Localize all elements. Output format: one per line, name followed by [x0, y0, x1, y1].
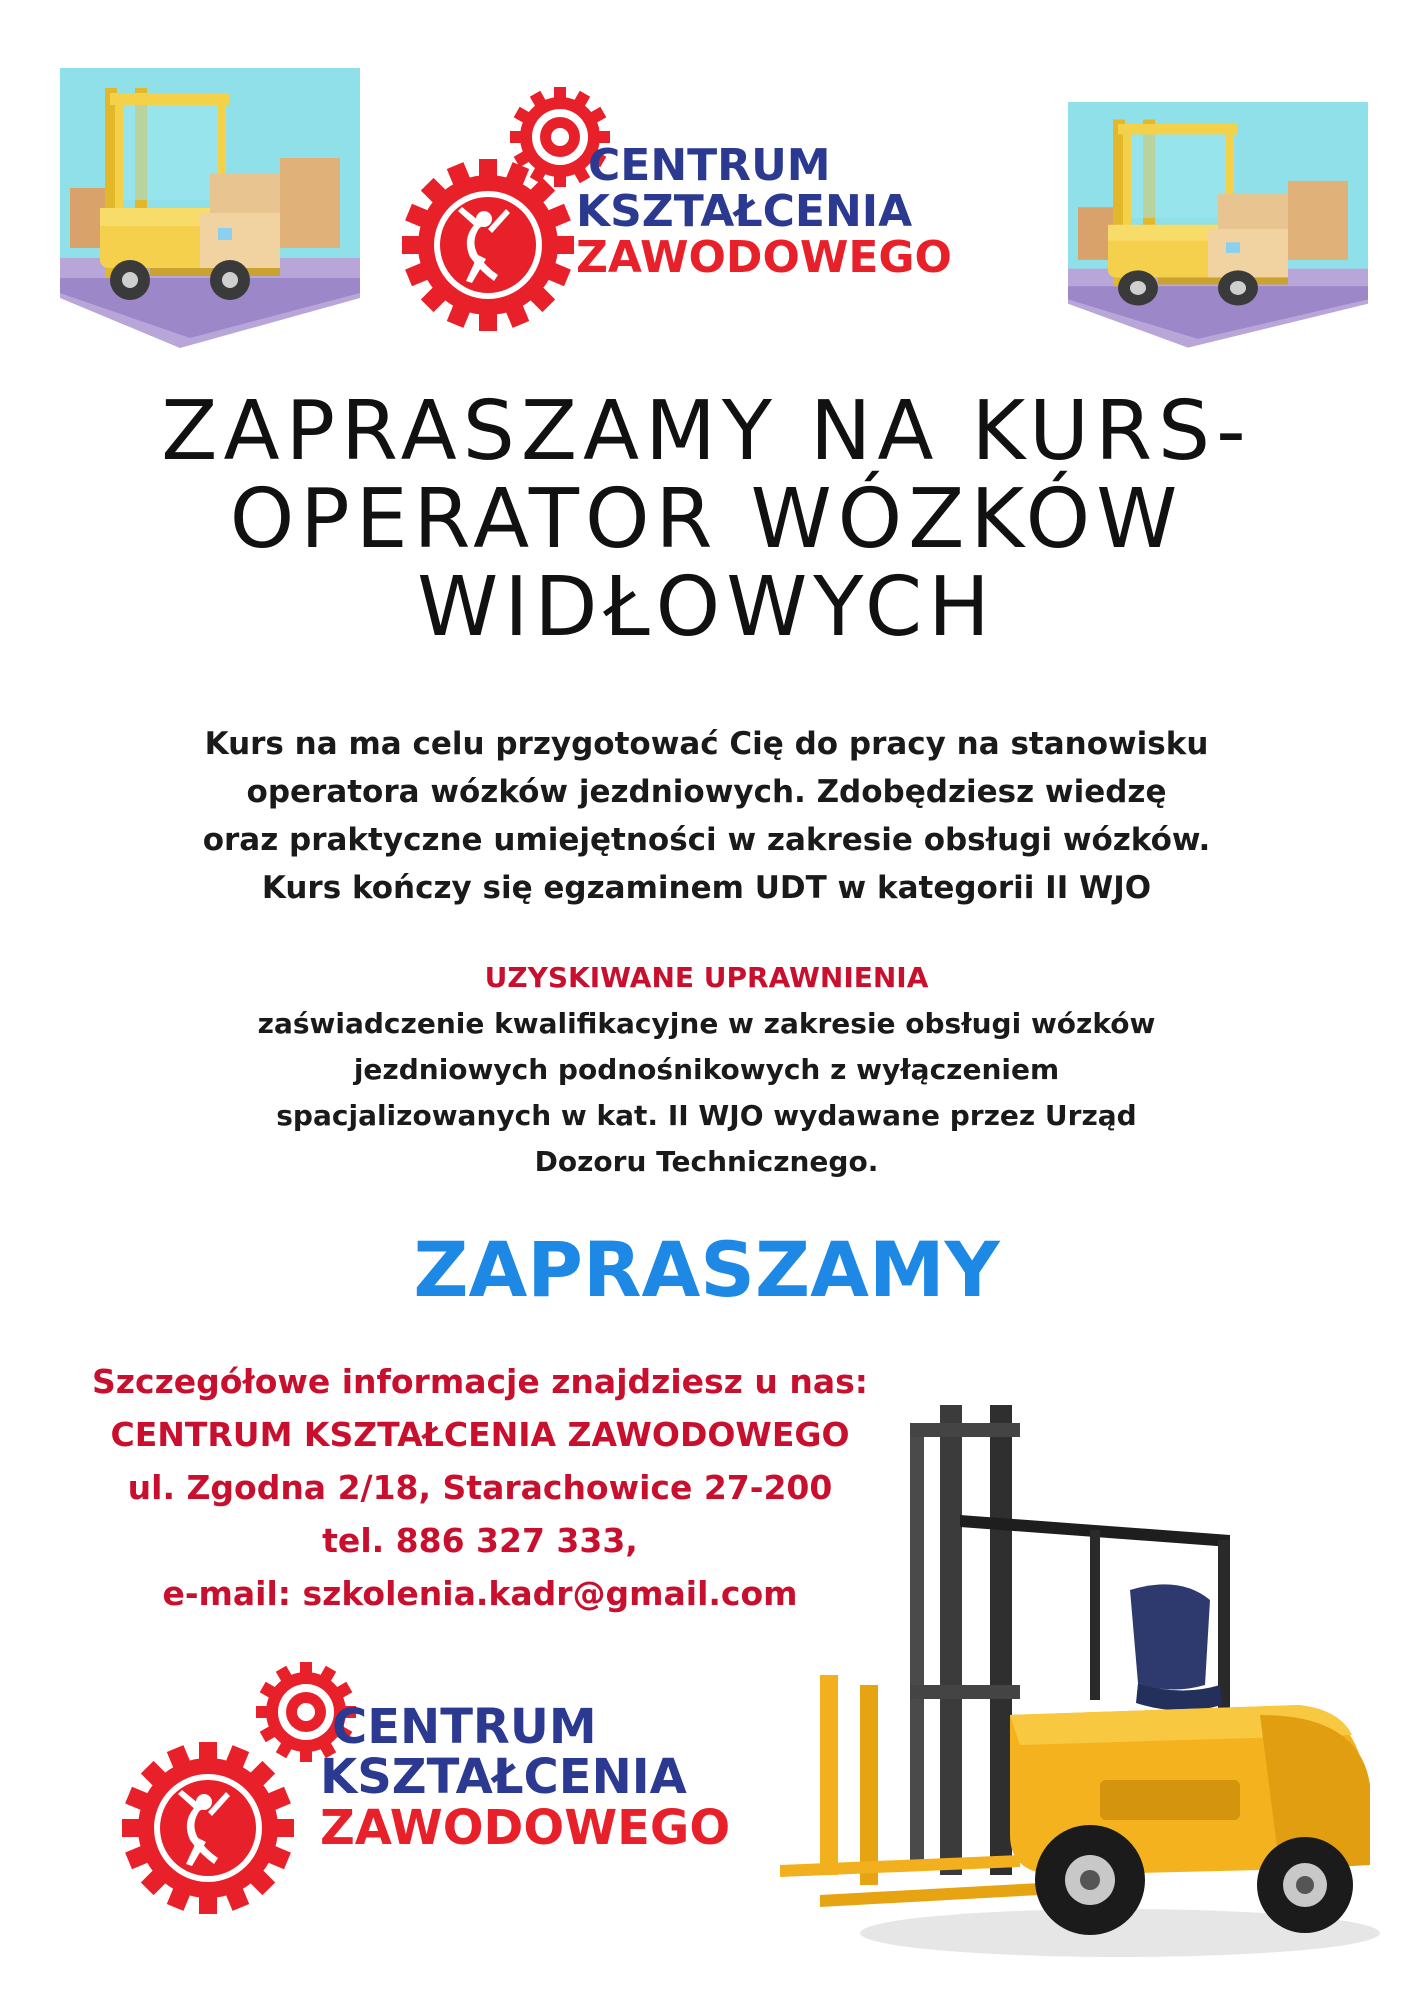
logo-line-zawodowego: ZAWODOWEGO [320, 1799, 731, 1856]
qualifications-heading: UZYSKIWANE UPRAWNIENIA [484, 961, 929, 994]
header-illustration-right [1068, 102, 1368, 352]
contact-company: CENTRUM KSZTAŁCENIA ZAWODOWEGO [110, 1415, 850, 1454]
invite-heading: ZAPRASZAMY [413, 1225, 1000, 1314]
description-line: operatora wózków jezdniowych. Zdobędziesz wiedzę [246, 774, 1167, 810]
qualifications-line: jezdniowych podnośnikowych z wyłączeniem [353, 1053, 1060, 1086]
contact-email: e-mail: szkolenia.kadr@gmail.com [162, 1574, 798, 1613]
logo-line-zawodowego: ZAWODOWEGO [576, 232, 952, 284]
forklift-illustration-icon [1068, 102, 1368, 352]
forklift-photo-icon [760, 1385, 1380, 1965]
logo-text [320, 1699, 731, 1856]
qualifications-line: zaświadczenie kwalifikacyjne w zakresie obsługi wózków [257, 1007, 1156, 1040]
contact-address: ul. Zgodna 2/18, Starachowice 27-200 [127, 1468, 833, 1507]
logo-text [576, 140, 952, 284]
footer-logo [110, 1650, 750, 1920]
forklift-illustration-icon [60, 68, 360, 353]
logo-line-ksztalcenia: KSZTAŁCENIA [576, 186, 913, 238]
qualifications-section [80, 955, 1333, 1185]
logo-line-centrum: CENTRUM [588, 140, 831, 191]
logo-line-centrum: CENTRUM [332, 1699, 597, 1755]
logo-line-ksztalcenia: KSZTAŁCENIA [320, 1749, 687, 1806]
description-line: Kurs na ma celu przygotować Cię do pracy na stanowisku [204, 726, 1209, 762]
course-description [80, 720, 1333, 912]
title-line-2: OPERATOR WÓZKÓW [229, 472, 1184, 567]
header-illustration-left [60, 68, 360, 353]
contact-intro: Szczegółowe informacje znajdziesz u nas: [92, 1362, 868, 1401]
page-title [60, 384, 1353, 655]
description-line: oraz praktyczne umiejętności w zakresie obsługi wózków. [202, 822, 1211, 858]
contact-phone: tel. 886 327 333, [322, 1521, 638, 1560]
qualifications-line: spacjalizowanych w kat. II WJO wydawane przez Urząd [276, 1099, 1137, 1132]
description-line: Kurs kończy się egzaminem UDT w kategorii II WJO [261, 870, 1152, 906]
header-logo [390, 75, 1010, 345]
title-line-1: ZAPRASZAMY NA KURS- [161, 384, 1252, 479]
forklift-photo [760, 1385, 1380, 1965]
title-line-3: WIDŁOWYCH [417, 560, 996, 655]
qualifications-line: Dozoru Technicznego. [534, 1145, 879, 1178]
